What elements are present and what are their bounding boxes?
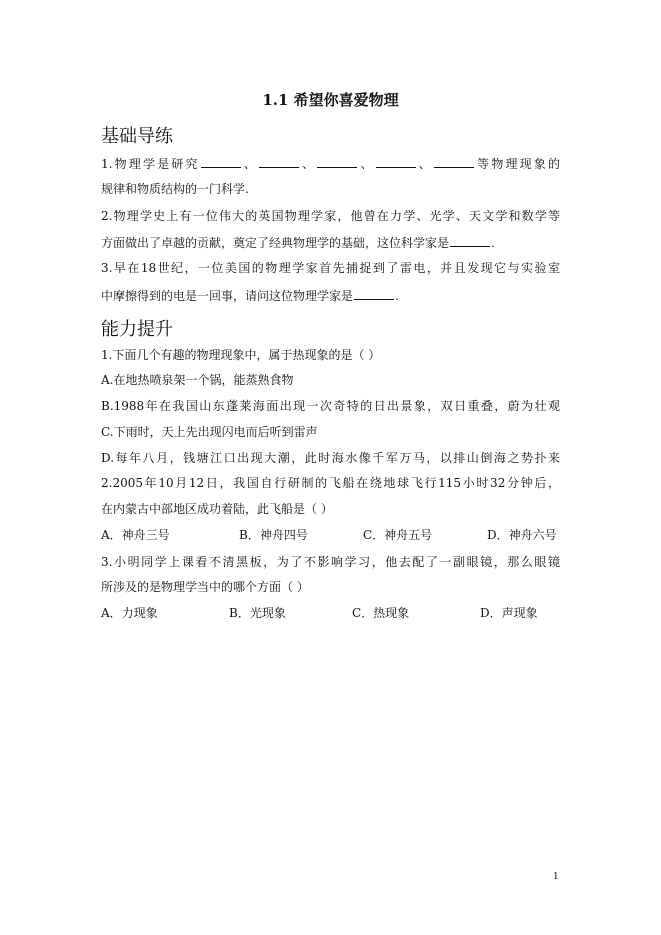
ability-question-2-option-c: C．神舟五号 [363,528,433,542]
period: . [395,289,399,303]
ability-question-3-option-b: B．光现象 [229,606,286,620]
ability-question-2-option-a: A．神舟三号 [101,528,170,542]
ability-question-3-option-a: A．力现象 [101,606,158,620]
answer-blank[interactable] [434,156,474,168]
basic-question-2-line-2 [101,235,495,250]
ability-question-1-option-a: A.在地热喷泉架一个锅，能蒸熟食物 [101,373,294,387]
ability-question-2-line-2: 在内蒙古中部地区成功着陆，此飞船是（ ） [101,502,333,516]
question-text: 等物理现象的 [474,157,560,171]
page-number: 1 [553,872,559,882]
answer-blank[interactable] [259,156,299,168]
ability-question-1-option-d: D.每年八月，钱塘江口出现大潮，此时海水像千军万马，以排山倒海之势扑来 [101,451,560,465]
ability-question-3-line-2: 所涉及的是物理学当中的哪个方面（ ） [101,580,309,594]
section-heading-basic: 基础导练 [101,126,173,147]
separator: 、 [358,157,375,171]
answer-blank[interactable] [450,235,490,247]
question-number: 1. [101,157,113,171]
page-title: 1.1 希望你喜爱物理 [262,91,399,109]
basic-question-3-line-1: 3.早在18世纪，一位美国的物理学家首先捕捉到了雷电，并且发现它与实验室 [101,261,560,275]
question-text: 中摩擦得到的电是一回事，请问这位物理学家是 [101,289,354,303]
answer-blank[interactable] [317,156,357,168]
ability-question-2-option-d: D．神舟六号 [487,528,557,542]
ability-question-2-option-b: B．神舟四号 [239,528,308,542]
answer-blank[interactable] [201,156,241,168]
question-text: 方面做出了卓越的贡献，奠定了经典物理学的基础，这位科学家是 [101,236,450,250]
separator: 、 [416,157,433,171]
ability-question-3-option-c: C．热现象 [352,606,410,620]
answer-blank[interactable] [354,288,394,300]
ability-question-3-option-d: D．声现象 [480,606,538,620]
ability-question-3-line-1: 3.小明同学上课看不清黑板，为了不影响学习，他去配了一副眼镜，那么眼镜 [101,555,560,569]
ability-question-1-stem: 1.下面几个有趣的物理现象中，属于热现象的是（ ） [101,348,381,362]
ability-question-2-line-1: 2.2005年10月12日，我国自行研制的飞船在绕地球飞行115小时32分钟后， [101,476,560,490]
period: . [491,236,495,250]
separator: 、 [241,157,258,171]
question-text: 物理学是研究 [112,157,200,171]
answer-blank[interactable] [376,156,416,168]
basic-question-3-line-2 [101,288,399,303]
ability-question-1-option-c: C.下雨时，天上先出现闪电而后听到雷声 [101,425,318,439]
basic-question-1-line-2: 规律和物质结构的一门科学. [101,182,249,196]
basic-question-1-line-1 [101,156,560,171]
ability-question-1-option-b: B.1988年在我国山东蓬莱海面出现一次奇特的日出景象，双日重叠，蔚为壮观 [101,399,560,413]
basic-question-2-line-1: 2.物理学史上有一位伟大的英国物理学家，他曾在力学、光学、天文学和数学等 [101,209,560,223]
separator: 、 [299,157,317,171]
section-heading-ability: 能力提升 [101,319,173,340]
